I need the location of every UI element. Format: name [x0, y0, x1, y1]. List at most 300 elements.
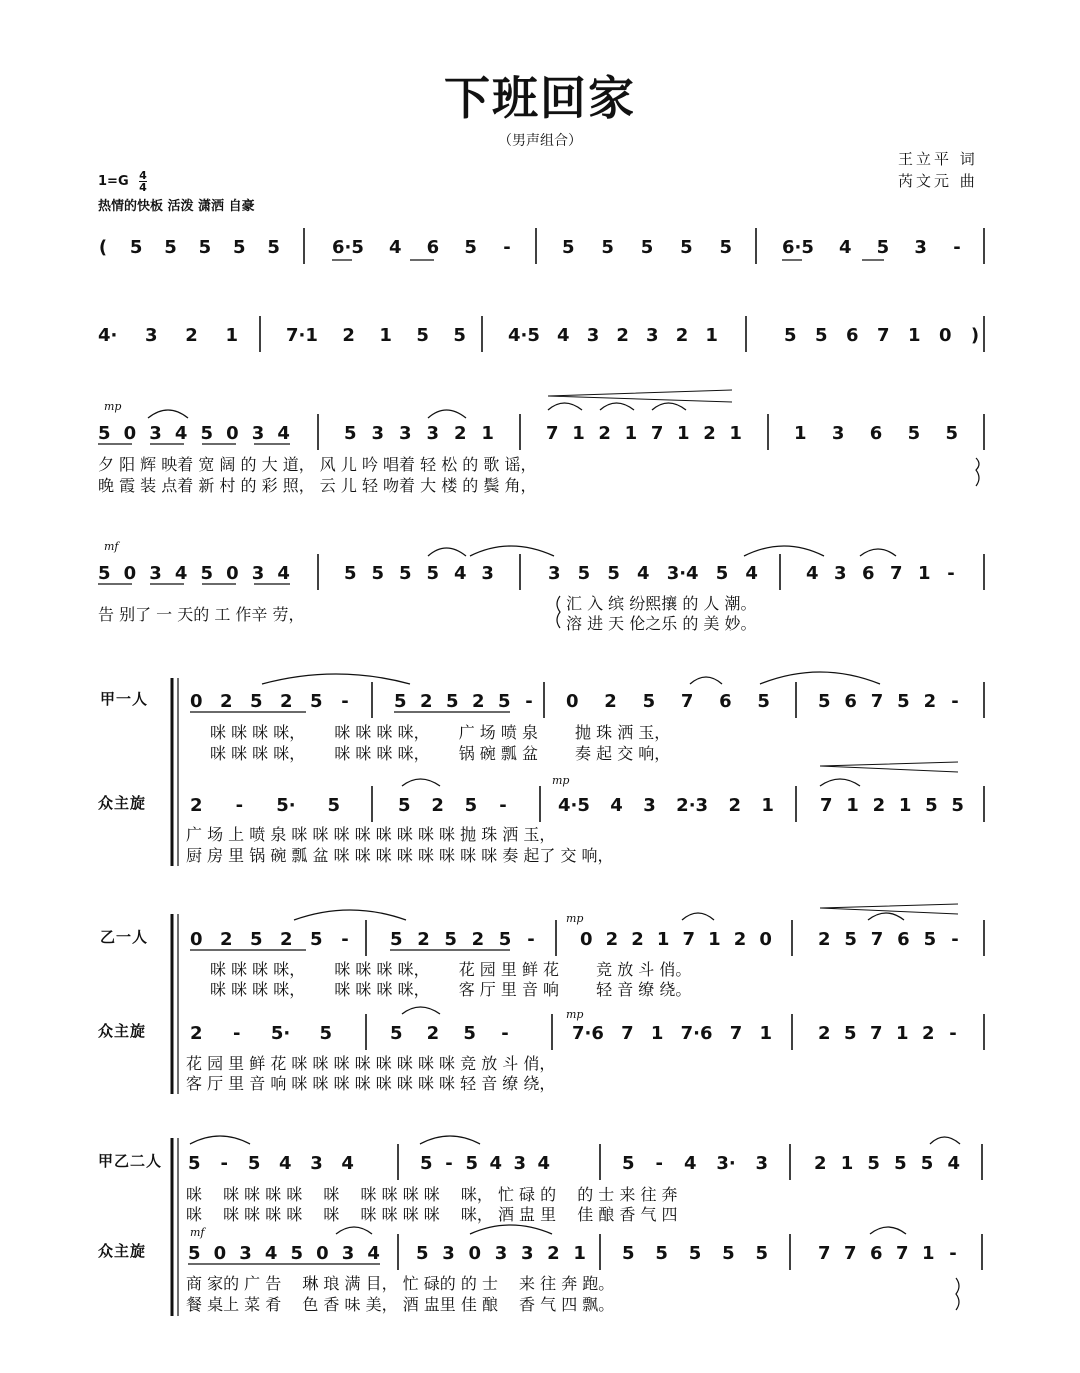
- note: 1: [573, 1243, 586, 1264]
- note: 7: [546, 423, 559, 444]
- tempo-marking: 热情的快板 活泼 潇洒 自豪: [98, 199, 255, 214]
- time-top: 4: [139, 169, 147, 182]
- note: 2: [471, 929, 485, 950]
- note: 1: [896, 1023, 909, 1044]
- note: 6: [869, 423, 883, 444]
- note: 1: [898, 795, 912, 816]
- note: -: [947, 563, 955, 584]
- lyric-duet-2-top-line-2: 咪 咪 咪 咪， 咪 咪 咪 咪， 客 厅 里 音 响 轻 音 缭 绕。: [210, 980, 692, 999]
- note: 5: [622, 1243, 635, 1264]
- note: 4: [453, 563, 467, 584]
- note: 6: [897, 929, 910, 950]
- note: 7: [682, 929, 696, 950]
- note: 4: [279, 1153, 292, 1174]
- note: 3: [426, 423, 439, 444]
- note: 2: [818, 929, 831, 950]
- note: 5: [416, 1243, 429, 1264]
- note: 3: [643, 795, 656, 816]
- note: -: [220, 1153, 228, 1174]
- brace-trio: [956, 1278, 959, 1310]
- note: 5·: [276, 795, 296, 816]
- note: 5: [327, 795, 340, 816]
- note: 5: [498, 691, 511, 712]
- note: 7: [820, 795, 833, 816]
- note: 5: [188, 1243, 201, 1264]
- voice-label-chorus-3: 众主旋: [98, 1242, 147, 1260]
- lyric-duet-2-bottom-line-1: 花 园 里 鲜 花 咪 咪 咪 咪 咪 咪 咪 咪 竞 放 斗 俏，: [186, 1054, 556, 1073]
- note: 5: [642, 691, 656, 712]
- note: 6·5: [332, 237, 364, 258]
- note: 2: [190, 795, 203, 816]
- note: 5: [876, 237, 890, 258]
- note: 5: [98, 423, 111, 444]
- note: 3: [239, 1243, 252, 1264]
- note: 5: [390, 1023, 403, 1044]
- note: 7·6: [680, 1023, 713, 1044]
- dynamic-mf-verse: mf: [104, 540, 119, 553]
- note: 5: [390, 929, 403, 950]
- note: 2: [728, 795, 741, 816]
- note: 1: [729, 423, 742, 444]
- note: 5: [920, 1153, 934, 1174]
- note: 5: [310, 691, 323, 712]
- slur: [402, 1007, 440, 1014]
- note: 7: [896, 1243, 909, 1264]
- note: 2: [220, 691, 233, 712]
- hairpin-verse: [548, 390, 732, 402]
- lyric-duet-1-bottom-line-2: 厨 房 里 锅 碗 瓢 盆 咪 咪 咪 咪 咪 咪 咪 咪 奏 起了 交 响，: [186, 846, 614, 865]
- note: 4: [610, 795, 623, 816]
- note: 1: [918, 563, 931, 584]
- note: 3: [251, 563, 265, 584]
- note: 5: [715, 563, 729, 584]
- note: 1: [481, 423, 494, 444]
- slur: [470, 1225, 552, 1234]
- slur: [860, 549, 896, 556]
- note: 6·5: [782, 237, 814, 258]
- lyric-duet-2-top-line-1: 咪 咪 咪 咪， 咪 咪 咪 咪， 花 园 里 鲜 花 竞 放 斗 俏。: [210, 960, 692, 979]
- note: 5: [945, 423, 958, 444]
- note: -: [525, 691, 533, 712]
- note: 5: [267, 237, 280, 258]
- note: 5: [622, 1153, 635, 1174]
- note: 5: [398, 795, 411, 816]
- note: 4: [806, 563, 819, 584]
- lyric-verse-2-line-2: 汇 入 缤 纷熙攘 的 人 潮。: [566, 594, 757, 613]
- note: 3: [442, 1243, 455, 1264]
- note: 5: [577, 563, 591, 584]
- note: 1: [572, 423, 585, 444]
- note: 2: [280, 929, 293, 950]
- note: 4·: [98, 325, 118, 346]
- note: 4·5: [508, 325, 540, 346]
- brace-verse-1: [976, 458, 979, 486]
- note: 0: [213, 1243, 227, 1264]
- lyric-trio-top-line-1: 咪 咪 咪 咪 咪 咪 咪 咪 咪 咪 咪， 忙 碌 的 的 士 来 往 奔: [186, 1185, 678, 1204]
- note: 4: [174, 423, 188, 444]
- lyric-trio-bottom-line-1: 商 家的 广 告 琳 琅 满 目， 忙 碌的 的 士 来 往 奔 跑。: [186, 1274, 615, 1293]
- slur: [428, 410, 466, 418]
- note: 5: [247, 1153, 261, 1174]
- slur: [148, 410, 188, 418]
- note: 5: [426, 563, 439, 584]
- hairpin-duet1: [820, 762, 958, 772]
- note: 7: [680, 691, 694, 712]
- note: 2: [190, 1023, 203, 1044]
- note: 5: [688, 1243, 702, 1264]
- slur: [682, 913, 714, 920]
- note: 5: [416, 325, 429, 346]
- note: 5: [867, 1153, 880, 1174]
- note: 3: [586, 325, 600, 346]
- slur: [190, 1136, 250, 1144]
- note: 5: [601, 237, 614, 258]
- note: 3: [341, 1243, 355, 1264]
- note: 1: [624, 423, 638, 444]
- note: -: [949, 1023, 957, 1044]
- song-subtitle: （男声组合）: [498, 133, 582, 149]
- lyric-verse-2-line-1: 告 别了 一 天的 工 作辛 劳，: [98, 605, 305, 624]
- note: 2: [604, 691, 617, 712]
- note: 5: [188, 1153, 201, 1174]
- note: 3: [548, 563, 561, 584]
- note: 5: [923, 929, 937, 950]
- note: 5: [844, 929, 857, 950]
- note: 2: [703, 423, 716, 444]
- lyric-trio-top-line-2: 咪 咪 咪 咪 咪 咪 咪 咪 咪 咪 咪， 酒 盅 里 佳 酿 香 气 四: [186, 1205, 678, 1224]
- hairpins: [548, 390, 958, 914]
- note: 2: [922, 1023, 935, 1044]
- slur: [548, 403, 582, 410]
- note: 5: [398, 563, 412, 584]
- note: 5: [907, 423, 921, 444]
- note: 7: [870, 691, 884, 712]
- note: 5: [453, 325, 466, 346]
- note: 5: [290, 1243, 304, 1264]
- note: 4: [489, 1153, 502, 1174]
- brace-verse-2: [557, 596, 560, 628]
- note: 5: [310, 929, 323, 950]
- note: 2: [185, 325, 198, 346]
- note: 2: [426, 1023, 440, 1044]
- note: 4: [174, 563, 188, 584]
- note: 5: [463, 1023, 476, 1044]
- note: 4: [341, 1153, 354, 1174]
- note: 0: [226, 423, 239, 444]
- note: 6: [870, 1243, 883, 1264]
- note: 0: [580, 929, 593, 950]
- note: 5: [818, 691, 831, 712]
- slur: [868, 913, 904, 920]
- note: 5: [344, 423, 357, 444]
- lyric-duet-1-top-line-1: 咪 咪 咪 咪， 咪 咪 咪 咪， 广 场 喷 泉 抛 珠 洒 玉，: [210, 723, 671, 742]
- note: 3: [145, 325, 158, 346]
- note: -: [951, 929, 959, 950]
- note: 7: [877, 325, 890, 346]
- note: 5: [784, 325, 797, 346]
- note: (: [98, 237, 108, 258]
- note: 5: [951, 795, 964, 816]
- note: 5·: [270, 1023, 291, 1044]
- note: 1: [761, 795, 774, 816]
- note: -: [949, 1243, 957, 1264]
- note: 1: [840, 1153, 854, 1174]
- note: 6: [862, 563, 875, 584]
- note: -: [503, 237, 511, 258]
- note: 5: [444, 929, 457, 950]
- note: 4: [264, 1243, 278, 1264]
- note: 1: [225, 325, 238, 346]
- note: 0: [939, 325, 952, 346]
- note: 1: [908, 325, 921, 346]
- slur: [690, 677, 722, 684]
- note: 0: [566, 691, 579, 712]
- note: 3: [831, 423, 845, 444]
- key-text: 1=G: [98, 174, 129, 189]
- note: 2: [417, 929, 430, 950]
- note: 2: [631, 929, 644, 950]
- note: -: [501, 1023, 509, 1044]
- note: 5: [607, 563, 620, 584]
- dynamic-mp-duet2: mp: [566, 912, 584, 925]
- note: 0: [468, 1243, 481, 1264]
- note: -: [232, 1023, 241, 1044]
- lyric-duet-2-bottom-line-2: 客 厅 里 音 响 咪 咪 咪 咪 咪 咪 咪 咪 轻 音 缭 绕，: [186, 1074, 556, 1093]
- slur: [760, 672, 880, 684]
- note: 5: [98, 563, 111, 584]
- note: 4: [389, 237, 402, 258]
- note: 2: [814, 1153, 827, 1174]
- note: 3: [646, 325, 659, 346]
- note: 1: [656, 929, 670, 950]
- dynamic-mp-verse: mp: [104, 400, 122, 413]
- note: 4: [684, 1153, 697, 1174]
- note: 5: [498, 929, 512, 950]
- note: 2·3: [676, 795, 709, 816]
- note: -: [445, 1153, 453, 1174]
- note: -: [341, 691, 349, 712]
- note: 2: [431, 795, 444, 816]
- note: 2: [280, 691, 293, 712]
- dynamic-mf-trio: mf: [190, 1226, 205, 1239]
- note: 4: [947, 1153, 960, 1174]
- note: 4: [839, 237, 852, 258]
- dynamic-mp-duet2-bottom: mp: [566, 1008, 584, 1021]
- time-bottom: 4: [139, 181, 147, 194]
- note: 5: [815, 325, 828, 346]
- slur: [652, 403, 686, 410]
- lyric-verse-1-line-1: 夕 阳 辉 映着 宽 阔 的 大 道， 风 儿 吟 唱着 轻 松 的 歌 谣，: [98, 455, 537, 474]
- note: 3: [914, 237, 927, 258]
- note: 5: [655, 1243, 668, 1264]
- note: 4: [637, 563, 650, 584]
- note: 7: [870, 1023, 883, 1044]
- note: 0: [226, 563, 239, 584]
- note: 6: [719, 691, 732, 712]
- slur: [870, 1227, 906, 1234]
- composer-credit: 芮文元 曲: [898, 172, 978, 190]
- note: 0: [190, 691, 203, 712]
- note: 0: [316, 1243, 329, 1264]
- note: 4: [277, 423, 290, 444]
- voice-label-chorus-2: 众主旋: [98, 1022, 147, 1040]
- note: 7·1: [286, 325, 318, 346]
- note: -: [235, 795, 244, 816]
- note: 0: [123, 423, 137, 444]
- note: -: [341, 929, 349, 950]
- note: 0: [123, 563, 137, 584]
- note: 7: [818, 1243, 831, 1264]
- note: 5: [719, 237, 732, 258]
- note: 1: [759, 1023, 772, 1044]
- voice-label-jia-one: 甲一人: [100, 690, 149, 708]
- note: 3: [149, 423, 162, 444]
- note: 2: [733, 929, 747, 950]
- slurs: [148, 403, 960, 1234]
- note: 2: [342, 325, 355, 346]
- note: 5: [722, 1243, 735, 1264]
- note: 2: [472, 691, 485, 712]
- slur: [428, 548, 466, 556]
- slur: [470, 546, 554, 556]
- note: 5: [344, 563, 357, 584]
- note: 5: [164, 237, 177, 258]
- note: 4: [745, 563, 758, 584]
- lyric-verse-1-line-2: 晚 霞 装 点着 新 村 的 彩 照， 云 儿 轻 吻着 大 楼 的 鬓 角，: [98, 476, 537, 495]
- note: 7: [729, 1023, 743, 1044]
- note: 3: [371, 423, 385, 444]
- note: 5: [925, 795, 938, 816]
- note: 1: [846, 795, 859, 816]
- note: 5: [680, 237, 693, 258]
- slur: [294, 910, 406, 920]
- note: 7: [844, 1243, 857, 1264]
- note: 5: [420, 1153, 433, 1174]
- note: 2: [923, 691, 937, 712]
- note: 2: [605, 929, 619, 950]
- note: 4·5: [558, 795, 590, 816]
- note: 4: [277, 563, 290, 584]
- slur: [600, 403, 634, 410]
- note: 5: [233, 237, 246, 258]
- lyric-verse-2-line-3: 溶 进 天 伦之乐 的 美 妙。: [566, 614, 757, 633]
- note: 7: [621, 1023, 634, 1044]
- note: 3: [398, 423, 412, 444]
- note: 2: [598, 423, 611, 444]
- lyric-duet-1-top-line-2: 咪 咪 咪 咪， 咪 咪 咪 咪， 锅 碗 瓢 盆 奏 起 交 响，: [210, 744, 671, 763]
- note: 3: [494, 1243, 508, 1264]
- note: 5: [200, 423, 214, 444]
- note: 7: [890, 563, 903, 584]
- note: -: [527, 929, 535, 950]
- note: 5: [562, 237, 575, 258]
- note: 2: [420, 691, 433, 712]
- note: 5: [446, 691, 459, 712]
- note: 1: [922, 1243, 935, 1264]
- voice-label-jia-yi-two: 甲乙二人: [98, 1152, 163, 1170]
- note: 2: [616, 325, 629, 346]
- slur: [820, 779, 860, 786]
- note: -: [951, 691, 959, 712]
- note: 5: [464, 237, 477, 258]
- note: 3: [149, 563, 162, 584]
- hairpin-duet2: [820, 904, 958, 914]
- note: 1: [705, 325, 718, 346]
- note: 3·4: [666, 563, 699, 584]
- note: 3: [251, 423, 265, 444]
- note: 3: [520, 1243, 534, 1264]
- lyric-trio-bottom-line-2: 餐 桌上 菜 肴 色 香 味 美， 酒 盅里 佳 酿 香 气 四 飘。: [186, 1295, 615, 1314]
- note: 3: [513, 1153, 526, 1174]
- slur: [402, 779, 440, 786]
- note: -: [655, 1153, 664, 1174]
- note: 5: [757, 691, 770, 712]
- bar-lines: [260, 228, 984, 1270]
- note: 6: [846, 325, 859, 346]
- note: 1: [379, 325, 392, 346]
- system-brackets: [172, 678, 178, 1316]
- note: 7: [650, 423, 664, 444]
- note: -: [499, 795, 507, 816]
- note: 5: [250, 691, 263, 712]
- note: 5: [198, 237, 212, 258]
- note: 5: [319, 1023, 332, 1044]
- note: 5: [897, 691, 910, 712]
- voice-label-chorus-1: 众主旋: [98, 794, 147, 812]
- lyric-braces: [557, 458, 979, 1310]
- note: 5: [755, 1243, 768, 1264]
- dynamic-mp-duet1: mp: [552, 774, 570, 787]
- note: 5: [129, 237, 143, 258]
- note: 5: [371, 563, 385, 584]
- note: 6: [426, 237, 440, 258]
- note: 1: [650, 1023, 664, 1044]
- note: 1: [794, 423, 807, 444]
- note: 2: [675, 325, 689, 346]
- note: 4: [367, 1243, 380, 1264]
- note: 2: [818, 1023, 831, 1044]
- note: 0: [759, 929, 772, 950]
- note: 5: [200, 563, 214, 584]
- note: ): [970, 325, 980, 346]
- note: 5: [465, 1153, 478, 1174]
- note: 2: [547, 1243, 560, 1264]
- lyric-duet-1-bottom-line-1: 广 场 上 喷 泉 咪 咪 咪 咪 咪 咪 咪 咪 抛 珠 洒 玉，: [186, 825, 556, 844]
- note: 5: [250, 929, 263, 950]
- lyricist-credit: 王立平 词: [898, 150, 978, 168]
- note: 2: [872, 795, 886, 816]
- slur: [744, 546, 824, 556]
- slur: [420, 1136, 480, 1144]
- slur: [262, 674, 410, 684]
- note: 4: [557, 325, 570, 346]
- note: 5: [844, 1023, 857, 1044]
- slur: [930, 1137, 960, 1144]
- note: 2: [453, 423, 467, 444]
- note: 3: [834, 563, 847, 584]
- note: 6: [844, 691, 857, 712]
- voice-label-yi-one: 乙一人: [100, 928, 149, 946]
- note: 7: [870, 929, 884, 950]
- note: 3: [755, 1153, 768, 1174]
- note: 1: [708, 929, 721, 950]
- beams: [98, 260, 884, 1264]
- slur: [336, 1227, 372, 1234]
- note: 0: [190, 929, 203, 950]
- note: 5: [640, 237, 654, 258]
- note: 1: [677, 423, 690, 444]
- note: 7·6: [572, 1023, 604, 1044]
